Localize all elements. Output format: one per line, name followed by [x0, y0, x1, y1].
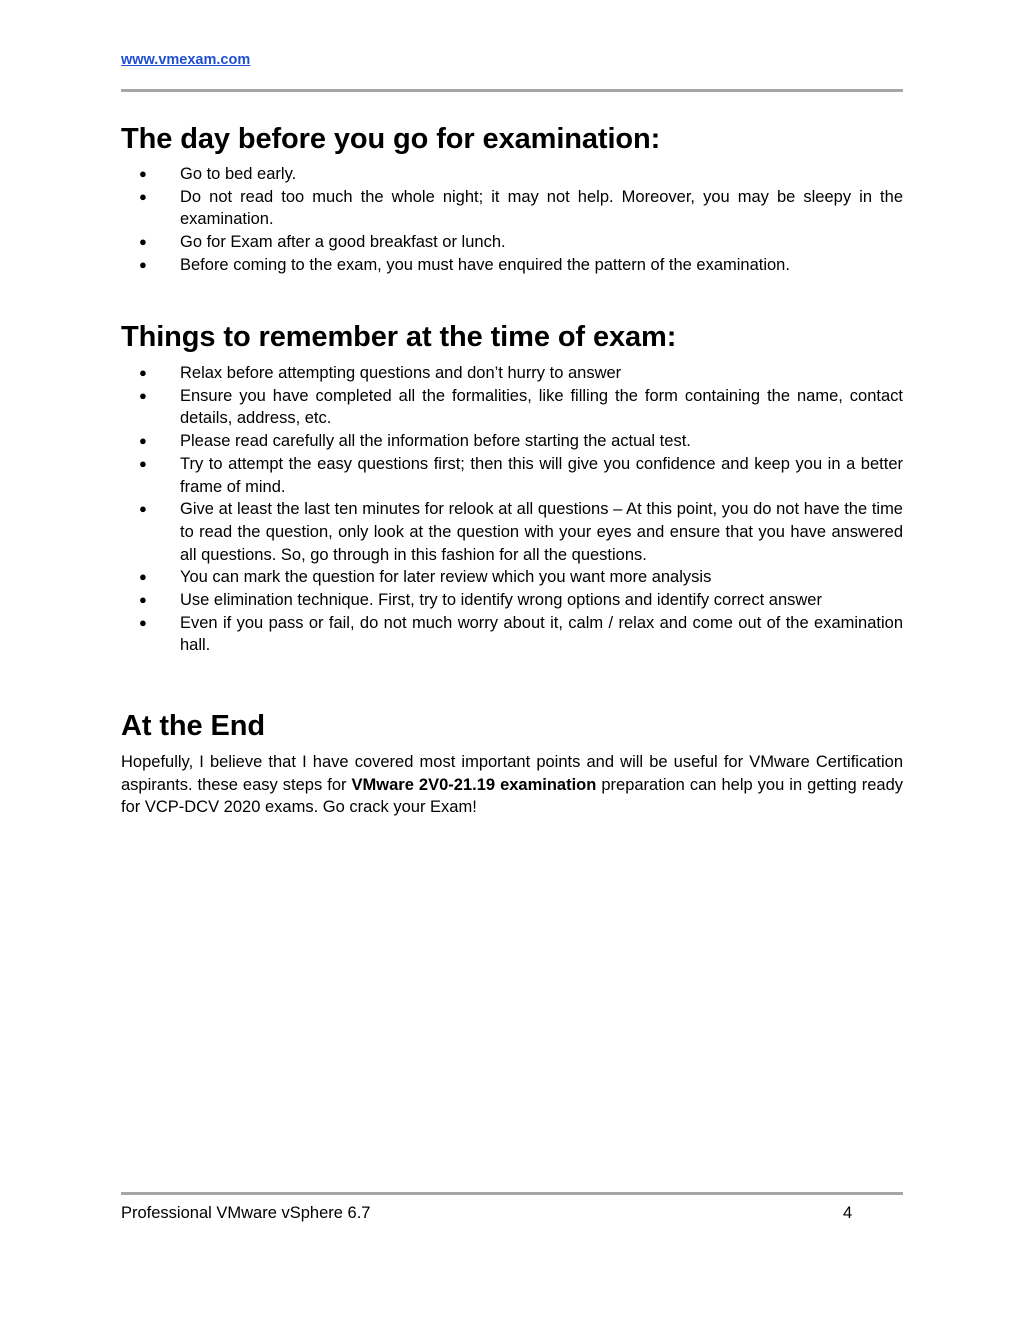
things-to-remember-list	[121, 362, 903, 657]
bullet-icon: ●	[139, 166, 147, 181]
bullet-icon: ●	[139, 234, 147, 250]
list-item-text: Relax before attempting questions and don’t hurry to answer	[180, 364, 622, 382]
footer-title: Professional VMware vSphere 6.7	[121, 1204, 371, 1222]
bullet-icon: ●	[139, 256, 147, 272]
list-item	[121, 385, 903, 430]
list-item	[121, 566, 903, 589]
list-item-text: Even if you pass or fail, do not much worry about it, calm / relax and come out of the examination hall.	[180, 613, 903, 655]
section-title-at-the-end: At the End	[121, 710, 265, 742]
list-item	[121, 612, 903, 657]
bullet-icon: ●	[139, 455, 147, 471]
list-item	[121, 362, 903, 385]
list-item-text: Go for Exam after a good breakfast or lunch.	[180, 233, 506, 252]
list-item	[121, 186, 903, 231]
conclusion-text-start: Hopefully, I believe that I have covered most important points and will be useful for VMware Certification aspirants. these easy steps for	[121, 753, 903, 794]
bullet-icon: ●	[139, 188, 147, 204]
list-item-text: You can mark the question for later review which you want more analysis	[180, 568, 712, 587]
conclusion-paragraph	[121, 751, 903, 819]
list-item-text: Go to bed early.	[180, 165, 297, 183]
list-item	[121, 498, 903, 566]
page-number: 4	[843, 1204, 853, 1222]
header-divider	[121, 89, 903, 92]
bullet-icon: ●	[139, 569, 147, 585]
list-item	[121, 163, 903, 186]
bullet-icon: ●	[139, 614, 147, 630]
bullet-icon: ●	[139, 501, 147, 517]
conclusion-text-end: preparation can help you in getting ready for VCP-DCV 2020 exams. Go crack your Exam!	[121, 775, 903, 817]
bullet-icon: ●	[139, 387, 147, 403]
list-item	[121, 430, 903, 453]
list-item-text: Try to attempt the easy questions first; then this will give you confidence and keep you in a better frame of mind.	[180, 454, 903, 496]
bullet-icon: ●	[139, 592, 147, 608]
section-title-things-to-remember: Things to remember at the time of exam:	[121, 321, 677, 353]
header-website-link[interactable]: www.vmexam.com	[121, 52, 251, 68]
exam-name-bold: VMware 2V0-21.19 examination	[351, 775, 597, 794]
document-page	[121, 0, 903, 1325]
list-item	[121, 589, 903, 612]
bullet-icon: ●	[139, 433, 147, 449]
list-item-text: Ensure you have completed all the formalities, like filling the form containing the name, contact details, address, etc.	[180, 386, 903, 428]
list-item-text: Do not read too much the whole night; it may not help. Moreover, you may be sleepy in the examination.	[180, 187, 903, 229]
bullet-icon: ●	[139, 365, 147, 380]
list-item-text: Before coming to the exam, you must have enquired the pattern of the examination.	[180, 255, 790, 274]
list-item-text: Give at least the last ten minutes for relook at all questions – At this point, you do not have the time to read the question, only look at the question with your eyes and ensure that you have answered all questions. So, go through in this fashion for all the questions.	[180, 500, 903, 564]
list-item	[121, 231, 903, 254]
section-title-day-before: The day before you go for examination:	[121, 123, 661, 155]
list-item-text: Please read carefully all the information before starting the actual test.	[180, 432, 691, 451]
footer-divider	[121, 1192, 903, 1195]
list-item	[121, 254, 903, 277]
list-item-text: Use elimination technique. First, try to identify wrong options and identify correct answer	[180, 591, 822, 610]
day-before-list	[121, 163, 903, 277]
list-item	[121, 453, 903, 498]
